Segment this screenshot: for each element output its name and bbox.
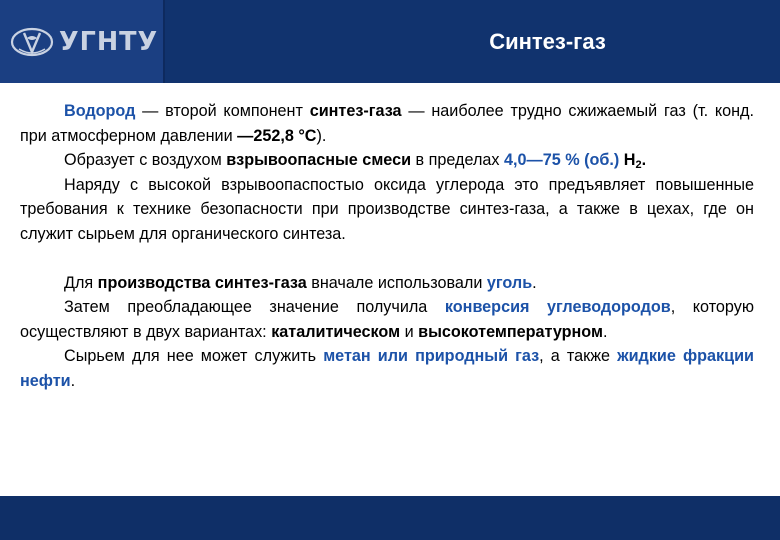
slide-title: Синтез-газ	[489, 28, 606, 54]
term-syngas-production: производства синтез-газа	[97, 273, 307, 292]
paragraph-feedstock	[20, 344, 754, 393]
text: .	[70, 371, 76, 390]
explosive-range-value: 4,0—75 % (об.)	[504, 151, 620, 170]
term-coal: уголь	[486, 273, 533, 292]
text: в пределах	[411, 151, 504, 170]
boiling-point-value: —252,8 °С	[237, 126, 317, 145]
text: .	[641, 151, 647, 170]
term-hydrogen: Водород	[64, 102, 136, 120]
slide-header	[0, 0, 780, 83]
term-explosive-mixtures: взрывоопасные смеси	[226, 151, 412, 170]
text: .	[532, 273, 537, 292]
text: Сырьем для нее может служить	[64, 347, 324, 366]
text: Образует с воздухом	[64, 151, 227, 170]
paragraph-safety	[20, 173, 754, 247]
text: , а также	[539, 347, 618, 366]
text: , которую осуществляют в двух вариантах:	[20, 298, 754, 341]
text: Для	[64, 273, 98, 292]
term-liquid-oil-fractions: жидкие фракции нефти	[20, 347, 754, 390]
formula-subscript: 2	[635, 159, 642, 172]
term-catalytic: каталитическом	[271, 322, 401, 341]
logo	[0, 0, 165, 83]
logo-text: УГНТУ	[59, 26, 159, 57]
university-emblem-icon	[10, 27, 54, 57]
text: Затем преобладающее значение получила	[64, 298, 445, 317]
paragraph-hydrogen	[20, 99, 754, 148]
text: — второй компонент	[135, 102, 310, 120]
title-bar	[165, 0, 780, 83]
formula-h: H	[619, 151, 636, 170]
term-methane-natural-gas: метан или природный газ	[323, 347, 540, 366]
slide-footer-bar	[0, 496, 780, 540]
text: и	[400, 322, 419, 341]
text: ).	[316, 126, 327, 145]
paragraph-explosive	[20, 148, 754, 173]
paragraph-conversion	[20, 295, 754, 344]
term-high-temperature: высокотемпературном	[418, 322, 603, 341]
text: вначале использовали	[306, 273, 487, 292]
text: .	[602, 322, 608, 341]
term-hydrocarbon-conversion: конверсия углеводородов	[444, 298, 671, 317]
text: Наряду с высокой взрывоопаспостыо оксида углерода это предъявляет повышенные требования к технике безопасности при производстве синтез-газа, а также в цехах, где он служит сырьем для органического синтеза.	[20, 175, 754, 243]
text: — наиболее трудно сжижаемый газ (т. конд. при атмосферном давлении	[20, 102, 755, 145]
paragraph-production	[20, 271, 754, 296]
term-syngas: синтез-газа	[309, 102, 402, 120]
slide-body	[20, 99, 754, 394]
